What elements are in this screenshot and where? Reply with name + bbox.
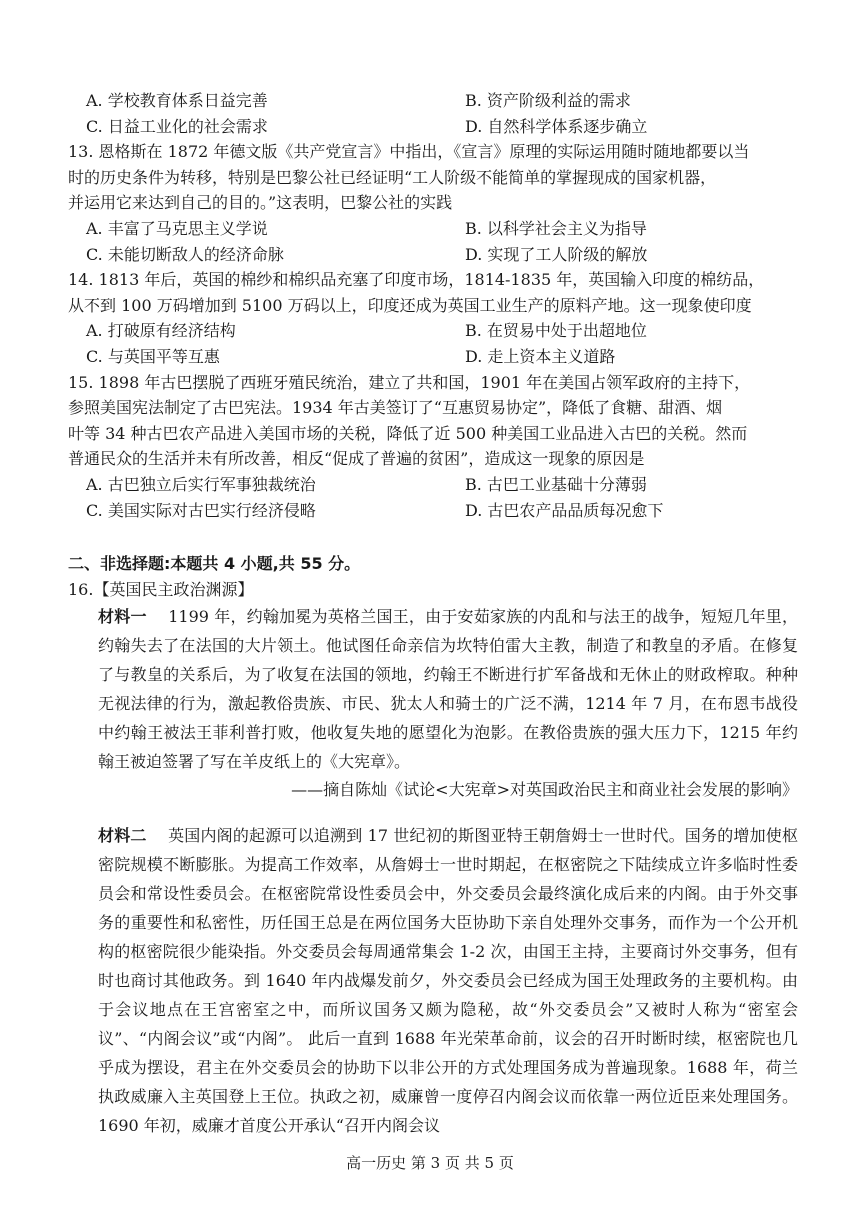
q13-stem-line-3: 并运用它来达到自己的目的。”这表明，巴黎公社的实践 (68, 193, 453, 213)
section-heading-nonchoice: 二、非选择题:本题共 4 小题,共 55 分。 (68, 554, 361, 574)
q14-option-a[interactable]: A. 打破原有经济结构 (86, 321, 236, 341)
q16-title: 16.【英国民主政治渊源】 (68, 579, 254, 599)
q15-stem-line-3: 叶等 34 种古巴农产品进入美国市场的关税，降低了近 500 种美国工业品进入古巴的关税。然而 (68, 423, 748, 443)
q13-options-row-2 (68, 242, 798, 268)
q14-stem-line-2: 从不到 100 万码增加到 5100 万码以上，印度还成为英国工业生产的原料产地。这一现象使印度 (68, 295, 752, 315)
material-1-label: 材料一 (98, 607, 163, 627)
q14-stem-line-1: 14. 1813 年后，英国的棉纱和棉织品充塞了印度市场，1814-1835 年，英国输入印度的棉纺品， (68, 270, 765, 290)
exam-page (68, 88, 798, 1140)
q15-stem-line-1: 15. 1898 年古巴摆脱了西班牙殖民统治，建立了共和国，1901 年在美国占领军政府的主持下， (68, 372, 751, 392)
q12-options-row-1 (68, 88, 798, 114)
q13-options-row-1 (68, 216, 798, 242)
q12-option-d[interactable]: D. 自然科学体系逐步确立 (465, 116, 648, 136)
material-2 (68, 821, 798, 1140)
q13-option-d[interactable]: D. 实现了工人阶级的解放 (465, 244, 648, 264)
q13-option-c[interactable]: C. 未能切断敌人的经济命脉 (86, 244, 284, 264)
q13-option-a[interactable]: A. 丰富了马克思主义学说 (86, 218, 268, 238)
q15-stem-line-2: 参照美国宪法制定了古巴宪法。1934 年古美签订了“互惠贸易协定”，降低了食糖、甜酒、烟 (68, 398, 723, 418)
q13-stem-line-1: 13. 恩格斯在 1872 年德文版《共产党宣言》中指出，《宣言》原理的实际运用随时随地都要以当 (68, 142, 750, 162)
q14-options-row-1 (68, 318, 798, 344)
q12-option-c[interactable]: C. 日益工业化的社会需求 (86, 116, 268, 136)
q15-options-row-1 (68, 472, 798, 498)
q14-option-b[interactable]: B. 在贸易中处于出超地位 (465, 321, 647, 341)
q15-stem-line-4: 普通民众的生活并未有所改善，相反“促成了普遍的贫困”，造成这一现象的原因是 (68, 449, 645, 469)
material-1-source: ——摘自陈灿《试论<大宪章>对英国政治民主和商业社会发展的影响》 (291, 780, 798, 800)
q13-stem-line-2: 时的历史条件为转移，特别是巴黎公社已经证明“工人阶级不能简单的掌握现成的国家机器， (68, 167, 717, 187)
q15-option-c[interactable]: C. 美国实际对古巴实行经济侵略 (86, 500, 316, 520)
q14-option-d[interactable]: D. 走上资本主义道路 (465, 346, 616, 366)
material-1-text: 1199 年，约翰加冕为英格兰国王，由于安茹家族的内乱和与法王的战争，短短几年里，约翰失去了在法国的大片领土。他试图任命亲信为坎特伯雷大主教，制造了和教皇的矛盾。在修复了与教皇的关系后，为了收复在法国的领地，约翰王不断进行扩军备战和无休止的财政榨取。种种无视法律的行为，激起教俗贵族、市民、犹太人和骑士的广泛不满，1214 年 7 月，在布恩韦战役中约翰王被法王菲利普打败，他收复失地的愿望化为泡影。在教俗贵族的强大压力下，1215 年约翰王被迫签署了写在羊皮纸上的《大宪章》。 (98, 607, 798, 772)
q12-option-a[interactable]: A. 学校教育体系日益完善 (86, 91, 268, 110)
q15-option-a[interactable]: A. 古巴独立后实行军事独裁统治 (86, 474, 316, 494)
q12-options-row-2 (68, 114, 798, 140)
q15-option-b[interactable]: B. 古巴工业基础十分薄弱 (465, 474, 647, 494)
material-2-label: 材料二 (98, 826, 163, 846)
q12-option-b[interactable]: B. 资产阶级利益的需求 (465, 91, 631, 110)
material-1 (68, 602, 798, 776)
q15-option-d[interactable]: D. 古巴农产品品质每况愈下 (465, 500, 664, 520)
q14-options-row-2 (68, 344, 798, 370)
q13-option-b[interactable]: B. 以科学社会主义为指导 (465, 218, 647, 238)
material-2-text: 英国内阁的起源可以追溯到 17 世纪初的斯图亚特王朝詹姆士一世时代。国务的增加使枢密院规模不断膨胀。为提高工作效率，从詹姆士一世时期起，在枢密院之下陆续成立许多临时性委员会和常设性委员会。在枢密院常设性委员会中，外交委员会最终演化成后来的内阁。由于外交事务的重要性和私密性，历任国王总是在两位国务大臣协助下亲自处理外交事务，而作为一个公开机构的枢密院很少能染指。外交委员会每周通常集会 1-2 次，由国王主持，主要商讨外交事务，但有时也商讨其他政务。到 1640 年内战爆发前夕，外交委员会已经成为国王处理政务的主要机构。由于会议地点在王宫密室之中，而所议国务又颇为隐秘，故“外交委员会”又被时人称为“密室会议”、“内阁会议”或“内阁”。 此后一直到 1688 年光荣革命前，议会的召开时断时续，枢密院也几乎成为摆设，君主在外交委员会的协助下以非公开的方式处理国务成为普遍现象。1688 年，荷兰执政威廉入主英国登上王位。执政之初，威廉曾一度停召内阁会议而依靠一两位近臣来处理国务。1690 年初，威廉才首度公开承认“召开内阁会议 (98, 826, 798, 1136)
q15-options-row-2 (68, 498, 798, 524)
q14-option-c[interactable]: C. 与英国平等互惠 (86, 346, 220, 366)
page-footer: 高一历史 第 3 页 共 5 页 (346, 1154, 514, 1172)
